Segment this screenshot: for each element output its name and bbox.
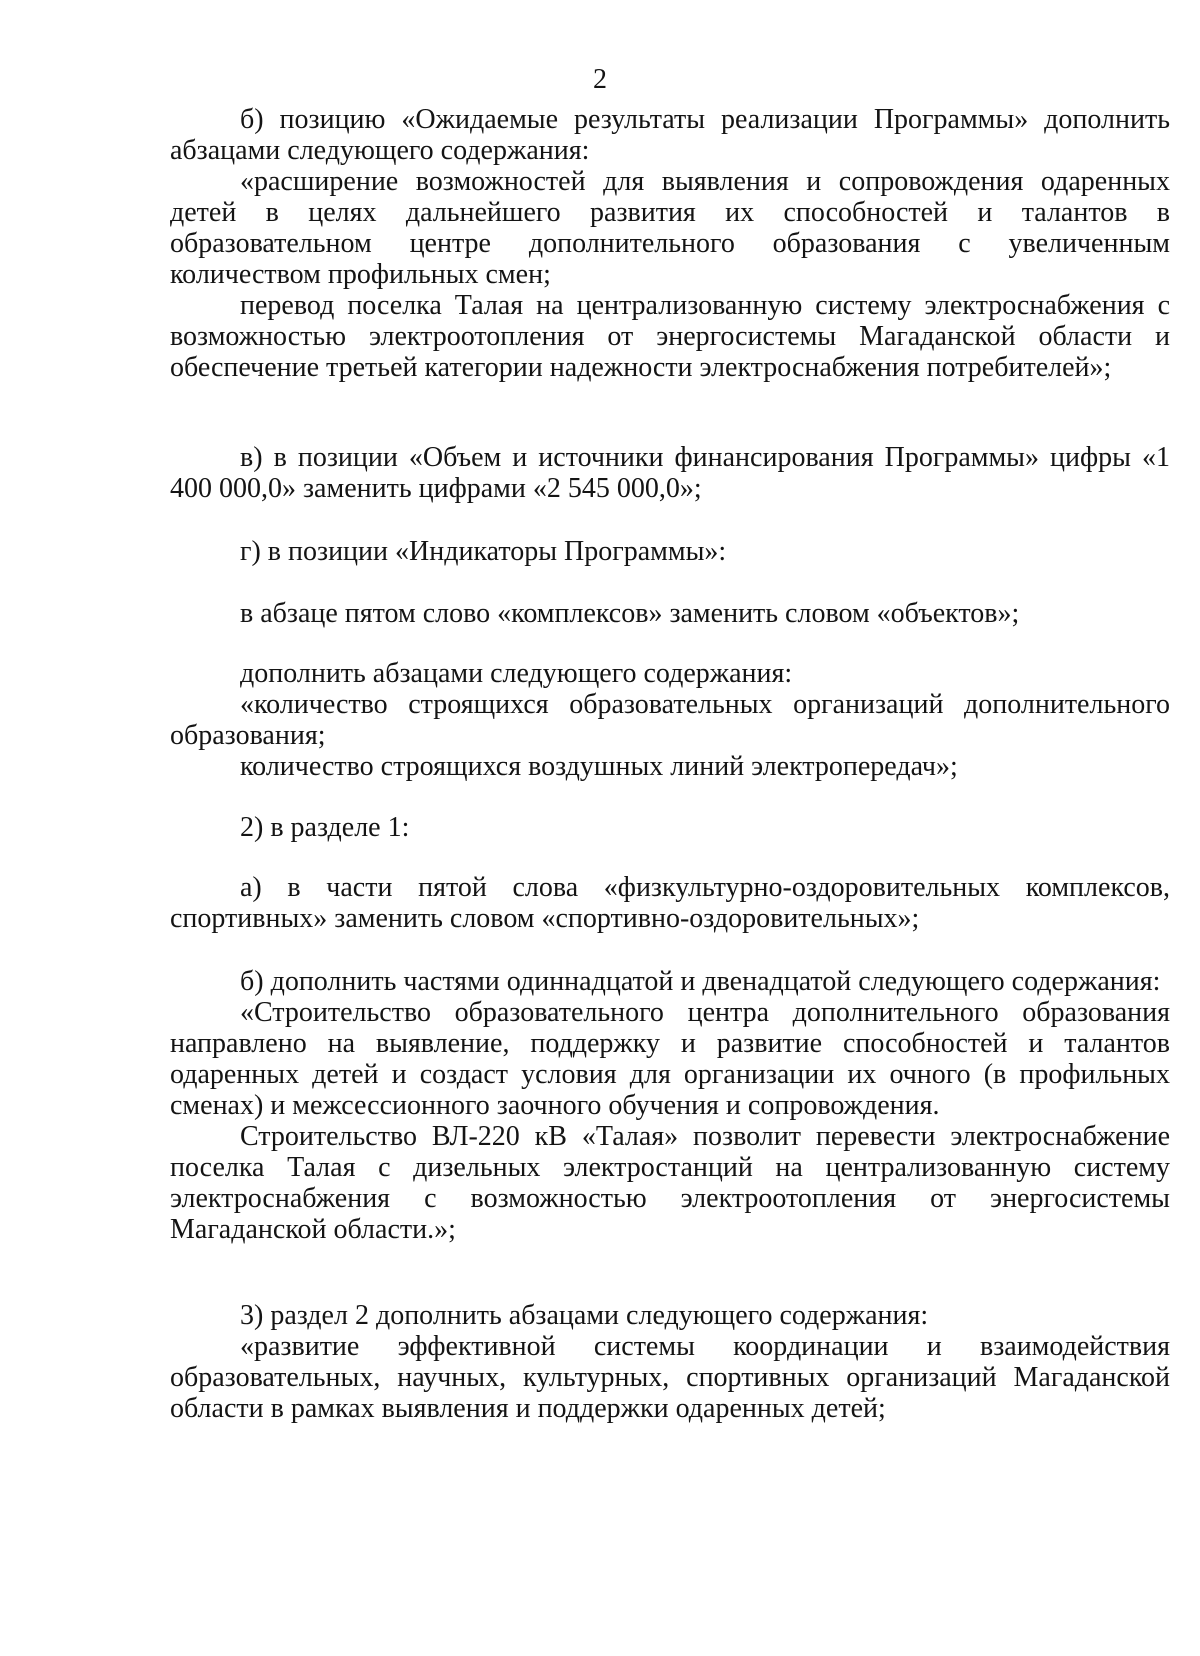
- paragraph-count-power-lines: количество строящихся воздушных линий электропередач»;: [240, 751, 958, 782]
- paragraph-talaya-power: перевод поселка Талая на централизованную систему электроснабжения с возможностью электроотопления от энергосистемы Магаданской области и обеспечение третьей категории надежности электроснабжения потребителей»;: [170, 290, 1170, 383]
- paragraph-b-add-parts: б) дополнить частями одиннадцатой и двенадцатой следующего содержания:: [240, 966, 1161, 997]
- paragraph-b-expected-results: б) позицию «Ожидаемые результаты реализации Программы» дополнить абзацами следующего содержания:: [170, 104, 1170, 166]
- paragraph-gifted-children: «расширение возможностей для выявления и сопровождения одаренных детей в целях дальнейшего развития их способностей и талантов в образовательном центре дополнительного образования с увеличенным количеством профильных смен;: [170, 166, 1170, 290]
- text-block-indicators: [170, 536, 1170, 567]
- paragraph-vl-220-talaya: Строительство ВЛ-220 кВ «Талая» позволит перевести электроснабжение поселка Талая с дизельных электростанций на централизованную систему электроснабжения с возможностью электроотопления от энергосистемы Магаданской области.»;: [170, 1121, 1170, 1245]
- text-block-fifth-paragraph: [170, 598, 1170, 629]
- paragraph-2-section-1: 2) в разделе 1:: [240, 812, 410, 843]
- paragraph-education-center: «Строительство образовательного центра дополнительного образования направлено на выявление, поддержку и развитие способностей и талантов одаренных детей и создаст условия для организации их очного (в профильных сменах) и межсессионного заочного обучения и сопровождения.: [170, 997, 1170, 1121]
- text-block-section-2: [170, 1300, 1170, 1424]
- paragraph-count-organizations: «количество строящихся образовательных организаций дополнительного образования;: [170, 689, 1170, 751]
- text-block-financing: [170, 442, 1170, 504]
- paragraph-3-section-2: 3) раздел 2 дополнить абзацами следующего содержания:: [240, 1300, 929, 1331]
- text-block-section-1: [170, 812, 1170, 843]
- text-block-expected-results: [170, 104, 1170, 383]
- paragraph-fifth-word-replace: в абзаце пятом слово «комплексов» заменить словом «объектов»;: [240, 598, 1020, 629]
- page-number: 2: [593, 64, 607, 95]
- paragraph-coordination-system: «развитие эффективной системы координации и взаимодействия образовательных, научных, культурных, спортивных организаций Магаданской области в рамках выявления и поддержки одаренных детей;: [170, 1331, 1170, 1424]
- text-block-part-five: [170, 872, 1170, 934]
- paragraph-a-part-five: а) в части пятой слова «физкультурно-оздоровительных комплексов, спортивных» заменить словом «спортивно-оздоровительных»;: [170, 872, 1170, 934]
- paragraph-v-financing: в) в позиции «Объем и источники финансирования Программы» цифры «1 400 000,0» заменить цифрами «2 545 000,0»;: [170, 442, 1170, 504]
- text-block-add-paragraphs: [170, 658, 1170, 782]
- paragraph-add-paragraphs: дополнить абзацами следующего содержания:: [240, 658, 793, 689]
- paragraph-g-indicators: г) в позиции «Индикаторы Программы»:: [240, 536, 727, 567]
- text-block-parts-eleven-twelve: [170, 966, 1170, 1245]
